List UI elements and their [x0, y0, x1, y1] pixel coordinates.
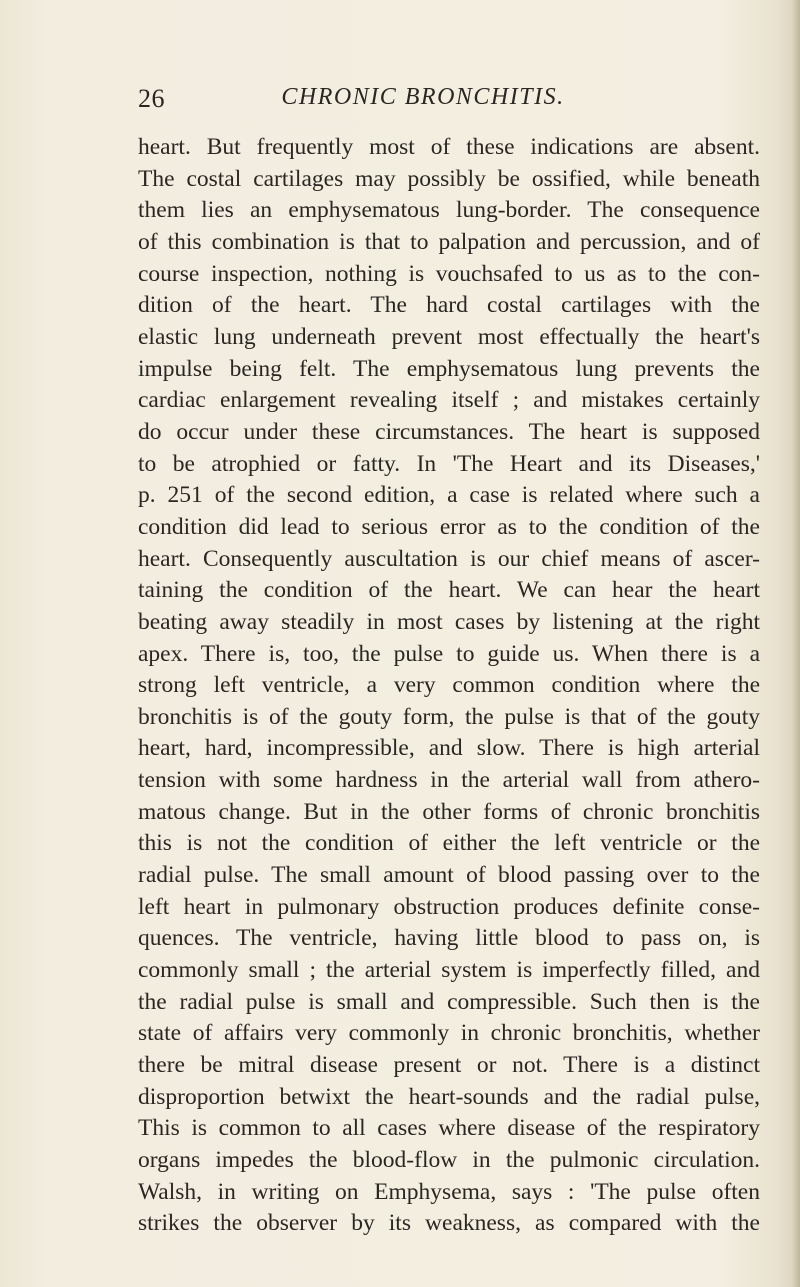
text-line: impulse being felt. The emphysematous lung prevents the: [138, 355, 760, 382]
text-line: taining the condition of the heart. We can hear the heart: [138, 577, 760, 604]
text-line: state of affairs very commonly in chronic bronchitis, whether: [138, 1020, 760, 1047]
text-line: the radial pulse is small and compressible. Such then is the: [138, 988, 760, 1015]
running-head: [0, 82, 800, 118]
text-line: heart. But frequently most of these indications are absent.: [138, 134, 760, 160]
text-line: apex. There is, too, the pulse to guide us. When there is a: [138, 640, 760, 667]
text-line: radial pulse. The small amount of blood passing over to the: [138, 862, 760, 889]
text-line: strong left ventricle, a very common condition where the: [138, 672, 760, 699]
text-line: this is not the condition of either the left ventricle or the: [138, 830, 760, 857]
text-line: of this combination is that to palpation and percussion, and of: [138, 228, 760, 255]
text-line: there be mitral disease present or not. There is a distinct: [138, 1052, 760, 1079]
body-text: [138, 132, 760, 1240]
text-line: condition did lead to serious error as to the condition of the: [138, 513, 760, 540]
text-line: heart, hard, incompressible, and slow. There is high arterial: [138, 735, 760, 762]
text-line: bronchitis is of the gouty form, the pulse is that of the gouty: [138, 703, 760, 730]
text-line: heart. Consequently auscultation is our chief means of ascer-: [138, 545, 760, 572]
text-line: The costal cartilages may possibly be ossified, while beneath: [138, 165, 760, 192]
text-line: quences. The ventricle, having little blood to pass on, is: [138, 925, 760, 952]
text-line: Walsh, in writing on Emphysema, says : 'The pulse often: [138, 1178, 760, 1205]
text-line: beating away steadily in most cases by listening at the right: [138, 608, 760, 635]
text-line: organs impedes the blood-flow in the pulmonic circulation.: [138, 1147, 760, 1173]
text-line: course inspection, nothing is vouchsafed to us as to the con-: [138, 260, 760, 287]
text-line: to be atrophied or fatty. In 'The Heart and its Diseases,': [138, 450, 760, 477]
text-line: them lies an emphysematous lung-border. The consequence: [138, 197, 760, 224]
page-edge-shadow: [792, 0, 800, 1287]
text-line: This is common to all cases where disease of the respiratory: [138, 1115, 760, 1142]
text-line: cardiac enlargement revealing itself ; and mistakes certainly: [138, 387, 760, 414]
text-line: commonly small ; the arterial system is imperfectly filled, and: [138, 957, 760, 984]
text-line: do occur under these circumstances. The heart is supposed: [138, 418, 760, 445]
text-line: p. 251 of the second edition, a case is related where such a: [138, 482, 760, 509]
text-line: tension with some hardness in the arterial wall from athero-: [138, 767, 760, 794]
text-line: elastic lung underneath prevent most effectually the heart's: [138, 323, 760, 350]
text-line: disproportion betwixt the heart-sounds and the radial pulse,: [138, 1083, 760, 1110]
text-line: dition of the heart. The hard costal cartilages with the: [138, 292, 760, 319]
text-line: matous change. But in the other forms of chronic bronchitis: [138, 798, 760, 825]
text-line: left heart in pulmonary obstruction produces definite conse-: [138, 893, 760, 920]
running-head-title: CHRONIC BRONCHITIS.: [281, 84, 565, 110]
page-number: 26: [138, 84, 165, 113]
text-line: strikes the observer by its weakness, as compared with the: [138, 1210, 760, 1237]
